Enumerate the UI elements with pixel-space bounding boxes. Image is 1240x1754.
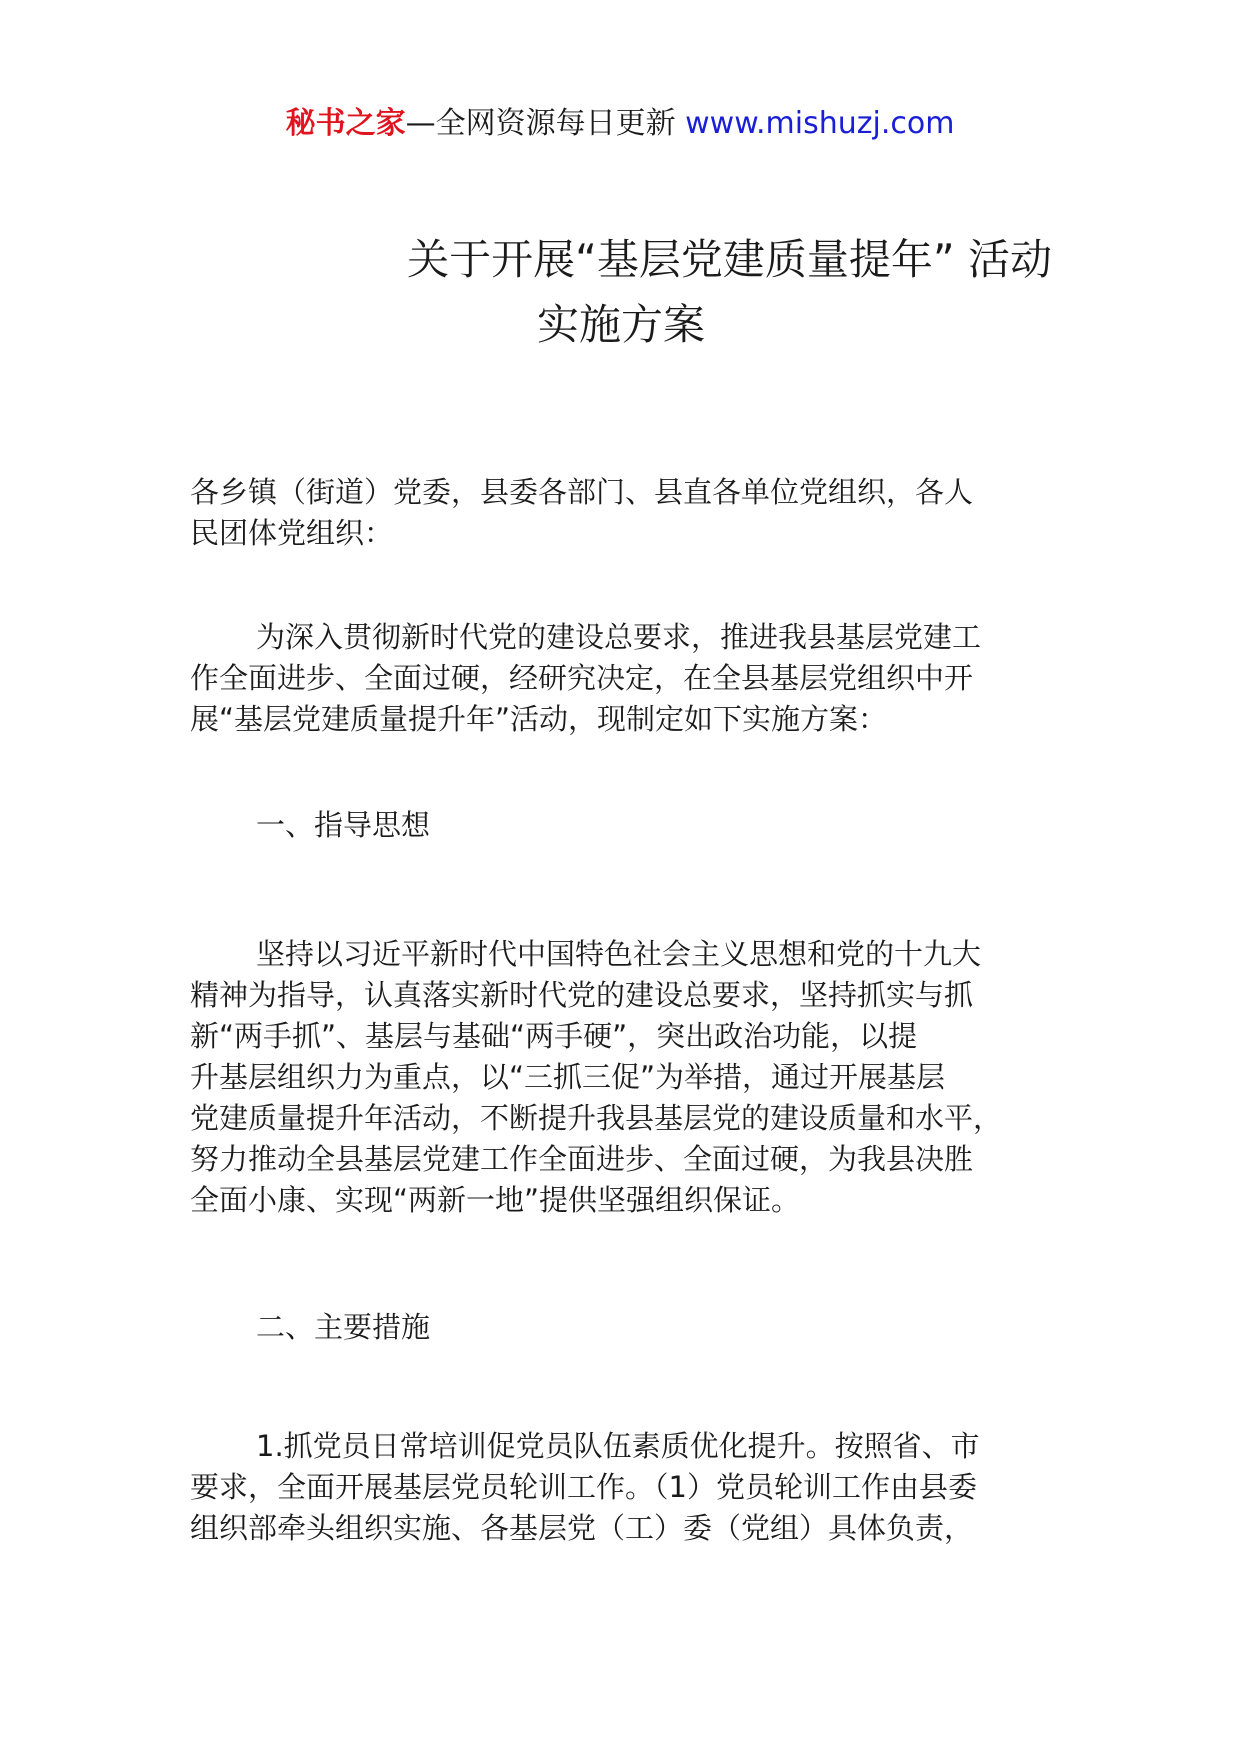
section2-heading: 二、主要措施 bbox=[256, 1310, 431, 1344]
header-tagline: —全网资源每日更新 bbox=[405, 106, 676, 141]
section2-line: 组织部牵头组织实施、各基层党（工）委（党组）具体负责， bbox=[190, 1511, 974, 1545]
site-header bbox=[0, 104, 1240, 144]
intro-line: 为深入贯彻新时代党的建设总要求，推进我县基层党建工 bbox=[256, 620, 982, 654]
section1-line: 精神为指导，认真落实新时代党的建设总要求，坚持抓实与抓 bbox=[190, 978, 974, 1012]
section2-paragraph bbox=[190, 1426, 1060, 1549]
section1-line: 升基层组织力为重点，以“三抓三促”为举措，通过开展基层 bbox=[190, 1060, 946, 1094]
document-title-line2: 实施方案 bbox=[536, 300, 705, 349]
intro-paragraph bbox=[190, 617, 1060, 740]
section1-line: 努力推动全县基层党建工作全面进步、全面过硬，为我县决胜 bbox=[190, 1142, 974, 1176]
intro-line: 作全面进步、全面过硬，经研究决定，在全县基层党组织中开 bbox=[190, 661, 974, 695]
section1-line: 坚持以习近平新时代中国特色社会主义思想和党的十九大 bbox=[256, 937, 982, 971]
intro-line: 展“基层党建质量提升年”活动，现制定如下实施方案： bbox=[190, 702, 888, 736]
section2-line: 1.抓党员日常培训促党员队伍素质优化提升。按照省、市 bbox=[256, 1429, 980, 1463]
salutation-line: 民团体党组织： bbox=[190, 516, 394, 550]
document-title-line1: 关于开展“基层党建质量提年” 活动 bbox=[407, 235, 1052, 284]
salutation bbox=[190, 472, 1060, 554]
site-url-link[interactable]: www.mishuzj.com bbox=[685, 106, 955, 141]
section1-heading: 一、指导思想 bbox=[256, 808, 431, 842]
section1-line: 新“两手抓”、基层与基础“两手硬”，突出政治功能，以提 bbox=[190, 1019, 918, 1053]
section1-line: 全面小康、实现“两新一地”提供坚强组织保证。 bbox=[190, 1183, 801, 1217]
section2-line: 要求，全面开展基层党员轮训工作。（1）党员轮训工作由县委 bbox=[190, 1470, 977, 1504]
section1-paragraph bbox=[190, 934, 1060, 1221]
brand-name: 秘书之家 bbox=[285, 106, 406, 141]
salutation-line: 各乡镇（街道）党委，县委各部门、县直各单位党组织，各人 bbox=[190, 475, 974, 509]
section1-line: 党建质量提升年活动，不断提升我县基层党的建设质量和水平， bbox=[190, 1101, 1003, 1135]
